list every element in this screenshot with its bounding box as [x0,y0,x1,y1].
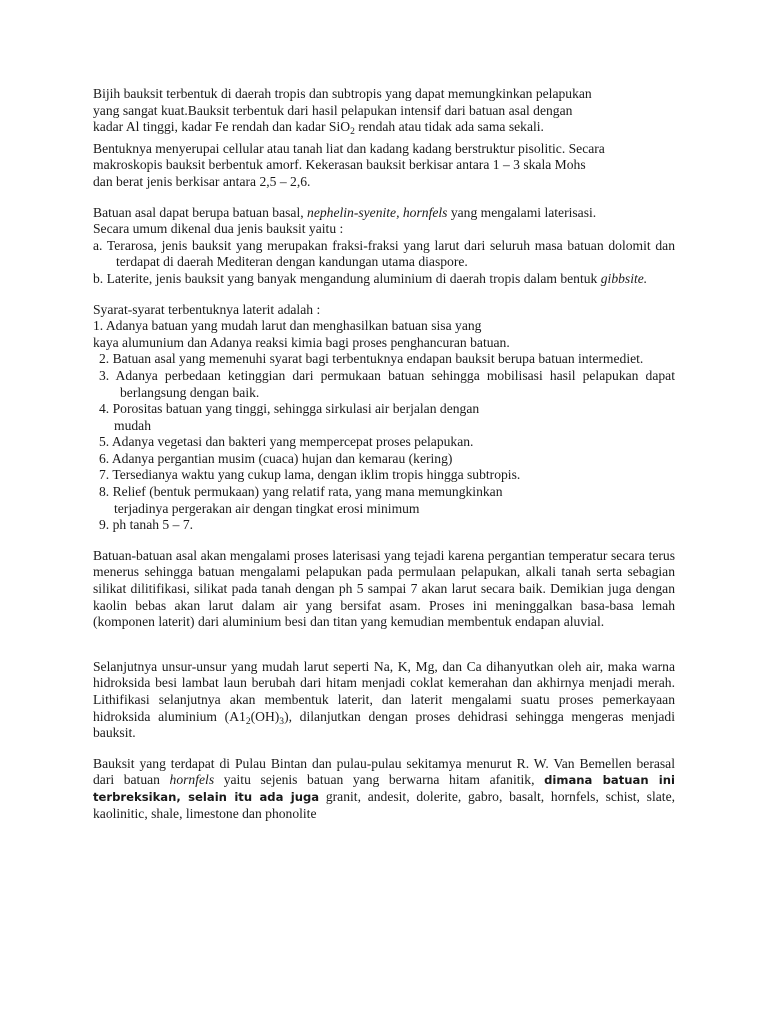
condition-1-line2: kaya alumunium dan Adanya reaksi kimia bagi proses penghancuran batuan. [93,334,510,350]
p2-line2: makroskopis bauksit berbentuk amorf. Kekerasan bauksit berkisar antara 1 – 3 skala Mohs [93,157,586,173]
paragraph-bauxite-formation [93,86,675,136]
p6-italic: hornfels [169,772,215,788]
p3-line2: Secara umum dikenal dua jenis bauksit yaitu : [93,221,344,237]
p2-line3: dan berat jenis berkisar antara 2,5 – 2,6. [93,173,311,189]
laterite-text: b. Laterite, jenis bauksit yang banyak mengandung aluminium di daerah tropis dalam bentuk [93,270,601,286]
p1-line3-subscript: 2 [350,127,355,138]
list-item-terarosa: a. Terarosa, jenis bauksit yang merupakan fraksi-fraksi yang larut dari seluruh masa batuan dolomit dan terdapat di daerah Mediteran dengan kandungan utama diaspore. [93,237,675,270]
p5-text-before: Selanjutnya unsur-unsur yang mudah larut seperti Na, K, Mg, dan Ca dihanyutkan oleh air, maka warna hidroksida besi lambat laun berubah dari hitam menjadi coklat kemerahan dan akhirnya menjadi merah. Lithifikasi selanjutnya akan membentuk laterit, dan laterit mengalami suatu proses pemerkayaan hidroksida aluminium (A1 [93,658,675,724]
laterite-italic: gibbsite. [600,270,648,286]
condition-item-6: 6. Adanya pergantian musim (cuaca) hujan dan kemarau (kering) [99,450,453,466]
paragraph-source-rock [93,205,675,238]
list-item-laterite [93,271,675,288]
p5-mid: (OH) [250,708,280,724]
condition-8-line1: 8. Relief (bentuk permukaan) yang relatif rata, yang mana memungkinkan [99,484,503,500]
p1-line3-before: kadar Al tinggi, kadar Fe rendah dan kadar SiO [93,119,351,135]
condition-item-2: 2. Batuan asal yang memenuhi syarat bagi terbentuknya endapan bauksit berupa batuan intermediet. [99,351,644,367]
condition-item-8 [93,484,675,517]
p5-subscript-2: 3 [279,716,285,727]
p6-part2: yaitu sejenis batuan yang berwarna hitam afanitik, [214,772,545,788]
condition-item-9: 9. ph tanah 5 – 7. [99,517,194,533]
condition-item-1 [93,318,675,351]
condition-item-4 [93,401,675,434]
condition-8-line2: terjadinya pergerakan air dengan tingkat erosi minimum [114,500,420,516]
p6-part3: granit, andesit, dolerite, gabro, basalt, hornfels, schist, slate, kaolinitic, shale, limestone dan phonolite [93,788,675,821]
condition-1-line1: 1. Adanya batuan yang mudah larut dan menghasilkan batuan sisa yang [93,318,482,334]
document-page [93,86,675,822]
p3-line1-italic: nephelin-syenite, hornfels [307,204,448,220]
p2-line1: Bentuknya menyerupai cellular atau tanah liat dan kadang kadang berstruktur pisolitic. Secara [93,140,605,156]
condition-item-7: 7. Tersedianya waktu yang cukup lama, dengan iklim tropis hingga subtropis. [99,467,521,483]
paragraph-bintan-bauxite [93,756,675,822]
p3-line1-before: Batuan asal dapat berupa batuan basal, [93,204,308,220]
p5-text-after: ), dilanjutkan dengan proses dehidrasi sehingga mengeras menjadi bauksit. [93,708,676,741]
p6-part1: Bauksit yang terdapat di Pulau Bintan dan pulau-pulau sekitamya menurut R. W. Van Bemellen berasal dari batuan [93,755,675,788]
paragraph-leaching-process [93,659,675,742]
condition-item-5: 5. Adanya vegetasi dan bakteri yang mempercepat proses pelapukan. [99,434,474,450]
condition-4-line2: mudah [114,417,151,433]
p6-bold: dimana batuan ini terbreksikan, selain itu ada juga [93,773,675,804]
conditions-heading: Syarat-syarat terbentuknya laterit adalah : [93,301,321,317]
p1-line1: Bijih bauksit terbentuk di daerah tropis dan subtropis yang dapat memungkinkan pelapukan [93,86,592,101]
condition-item-3: 3. Adanya perbedaan ketinggian dari permukaan batuan sehingga mobilisasi hasil pelapukan dapat berlangsung dengan baik. [99,367,675,400]
p1-line3-after: rendah atau tidak ada sama sekali. [354,119,544,135]
condition-4-line1: 4. Porositas batuan yang tinggi, sehingga sirkulasi air berjalan dengan [99,401,480,417]
p3-line1-after: yang mengalami laterisasi. [447,204,597,220]
paragraph-laterization-process: Batuan-batuan asal akan mengalami proses laterisasi yang tejadi karena pergantian temperatur secara terus menerus sehingga batuan mengalami pelapukan pada permulaan pelapukan, alkali tanah serta sebagian silikat dilitifikasi, silikat pada tanah dengan ph 5 sampai 7 akan larut secara baik. Demikian juga dengan kaolin bebas akan larut dalam air yang bersifat asam. Proses ini meninggalkan basa-basa lemah (komponen laterit) dari aluminium besi dan titan yang kemudian membentuk endapan aluvial. [93,547,675,630]
p1-line2: yang sangat kuat.Bauksit terbentuk dari hasil pelapukan intensif dari batuan asal dengan [93,102,573,118]
paragraph-bauxite-properties [93,141,675,191]
p5-subscript-1: 2 [245,716,251,727]
